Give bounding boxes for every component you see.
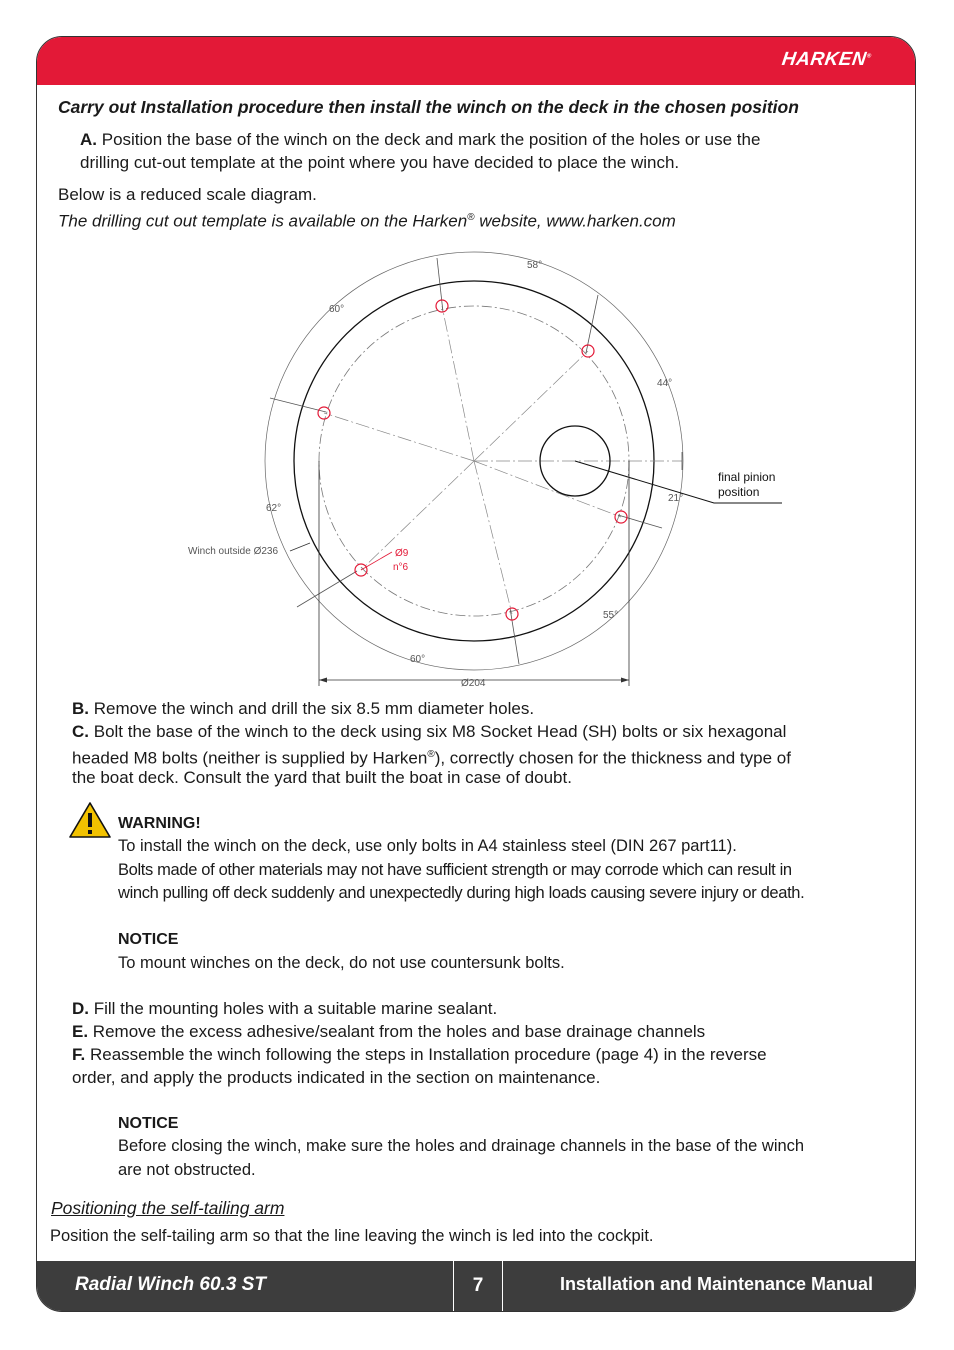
warning-line1: To install the winch on the deck, use only bolts in A4 stainless steel (DIN 267 part11). (118, 837, 737, 855)
angle-label-60-bottom: 60° (410, 654, 426, 665)
notice2-title: NOTICE (118, 1115, 179, 1132)
final-pinion-label-2: position (718, 485, 760, 499)
notice2-line2: are not obstructed. (118, 1161, 256, 1179)
notice2-line1: Before closing the winch, make sure the holes and drainage channels in the base of the winch (118, 1137, 805, 1155)
step-a-line2: drilling cut-out template at the point where you have decided to place the winch. (80, 153, 680, 172)
harken-logo: HARKEN® (780, 49, 872, 70)
notice1-title: NOTICE (118, 931, 179, 948)
step-c-line1: C. Bolt the base of the winch to the deck using six M8 Socket Head (SH) bolts or six hexagonal (72, 722, 787, 741)
footer-manual-title: Installation and Maintenance Manual (559, 1274, 873, 1294)
warning-icon (68, 801, 112, 839)
base-diameter-label: Ø204 (461, 678, 486, 689)
warning-line3: winch pulling off deck suddenly and unexpectedly during high loads causing severe injury or death. (118, 884, 805, 902)
step-c-line3: the boat deck. Consult the yard that built the boat in case of doubt. (72, 768, 572, 787)
template-note: The drilling cut out template is available on the Harken® website, www.harken.com (58, 211, 676, 231)
angle-label-55: 55° (603, 610, 619, 621)
hole-diameter-label: Ø9 (395, 548, 409, 559)
step-c-line2: headed M8 bolts (neither is supplied by Harken®), correctly chosen for the thickness and type of (72, 748, 791, 768)
step-f-line1: F. Reassemble the winch following the steps in Installation procedure (page 4) in the reverse (72, 1045, 767, 1064)
step-d: D. Fill the mounting holes with a suitable marine sealant. (72, 999, 498, 1018)
notice1-text: To mount winches on the deck, do not use countersunk bolts. (118, 954, 565, 972)
angle-label-62: 62° (266, 503, 282, 514)
page-number: 7 (453, 1261, 503, 1311)
intro-heading: Carry out Installation procedure then install the winch on the deck in the chosen position (58, 97, 799, 117)
final-pinion-label-1: final pinion (718, 470, 776, 484)
step-b: B. Remove the winch and drill the six 8.5 mm diameter holes. (72, 699, 535, 718)
angle-label-58: 58° (527, 260, 543, 271)
diagram-intro: Below is a reduced scale diagram. (58, 185, 317, 204)
section-text: Position the self-tailing arm so that the line leaving the winch is led into the cockpit. (50, 1227, 654, 1245)
step-f-line2: order, and apply the products indicated in the section on maintenance. (72, 1068, 601, 1087)
section-heading: Positioning the self-tailing arm (51, 1198, 285, 1218)
hole-count-label: n°6 (393, 562, 409, 573)
warning-line2: Bolts made of other materials may not have sufficient strength or may corrode which can result in (118, 861, 792, 879)
angle-label-21: 21° (668, 493, 684, 504)
warning-title: WARNING! (118, 815, 201, 832)
step-a-line1: A. Position the base of the winch on the deck and mark the position of the holes or use the (80, 130, 761, 149)
winch-outside-label: Winch outside Ø236 (188, 546, 279, 557)
footer-product-title: Radial Winch 60.3 ST (75, 1274, 266, 1295)
angle-label-44: 44° (657, 378, 673, 389)
footer-bar (37, 1261, 915, 1311)
angle-label-60-top: 60° (329, 304, 345, 315)
step-e: E. Remove the excess adhesive/sealant from the holes and base drainage channels (72, 1022, 706, 1041)
